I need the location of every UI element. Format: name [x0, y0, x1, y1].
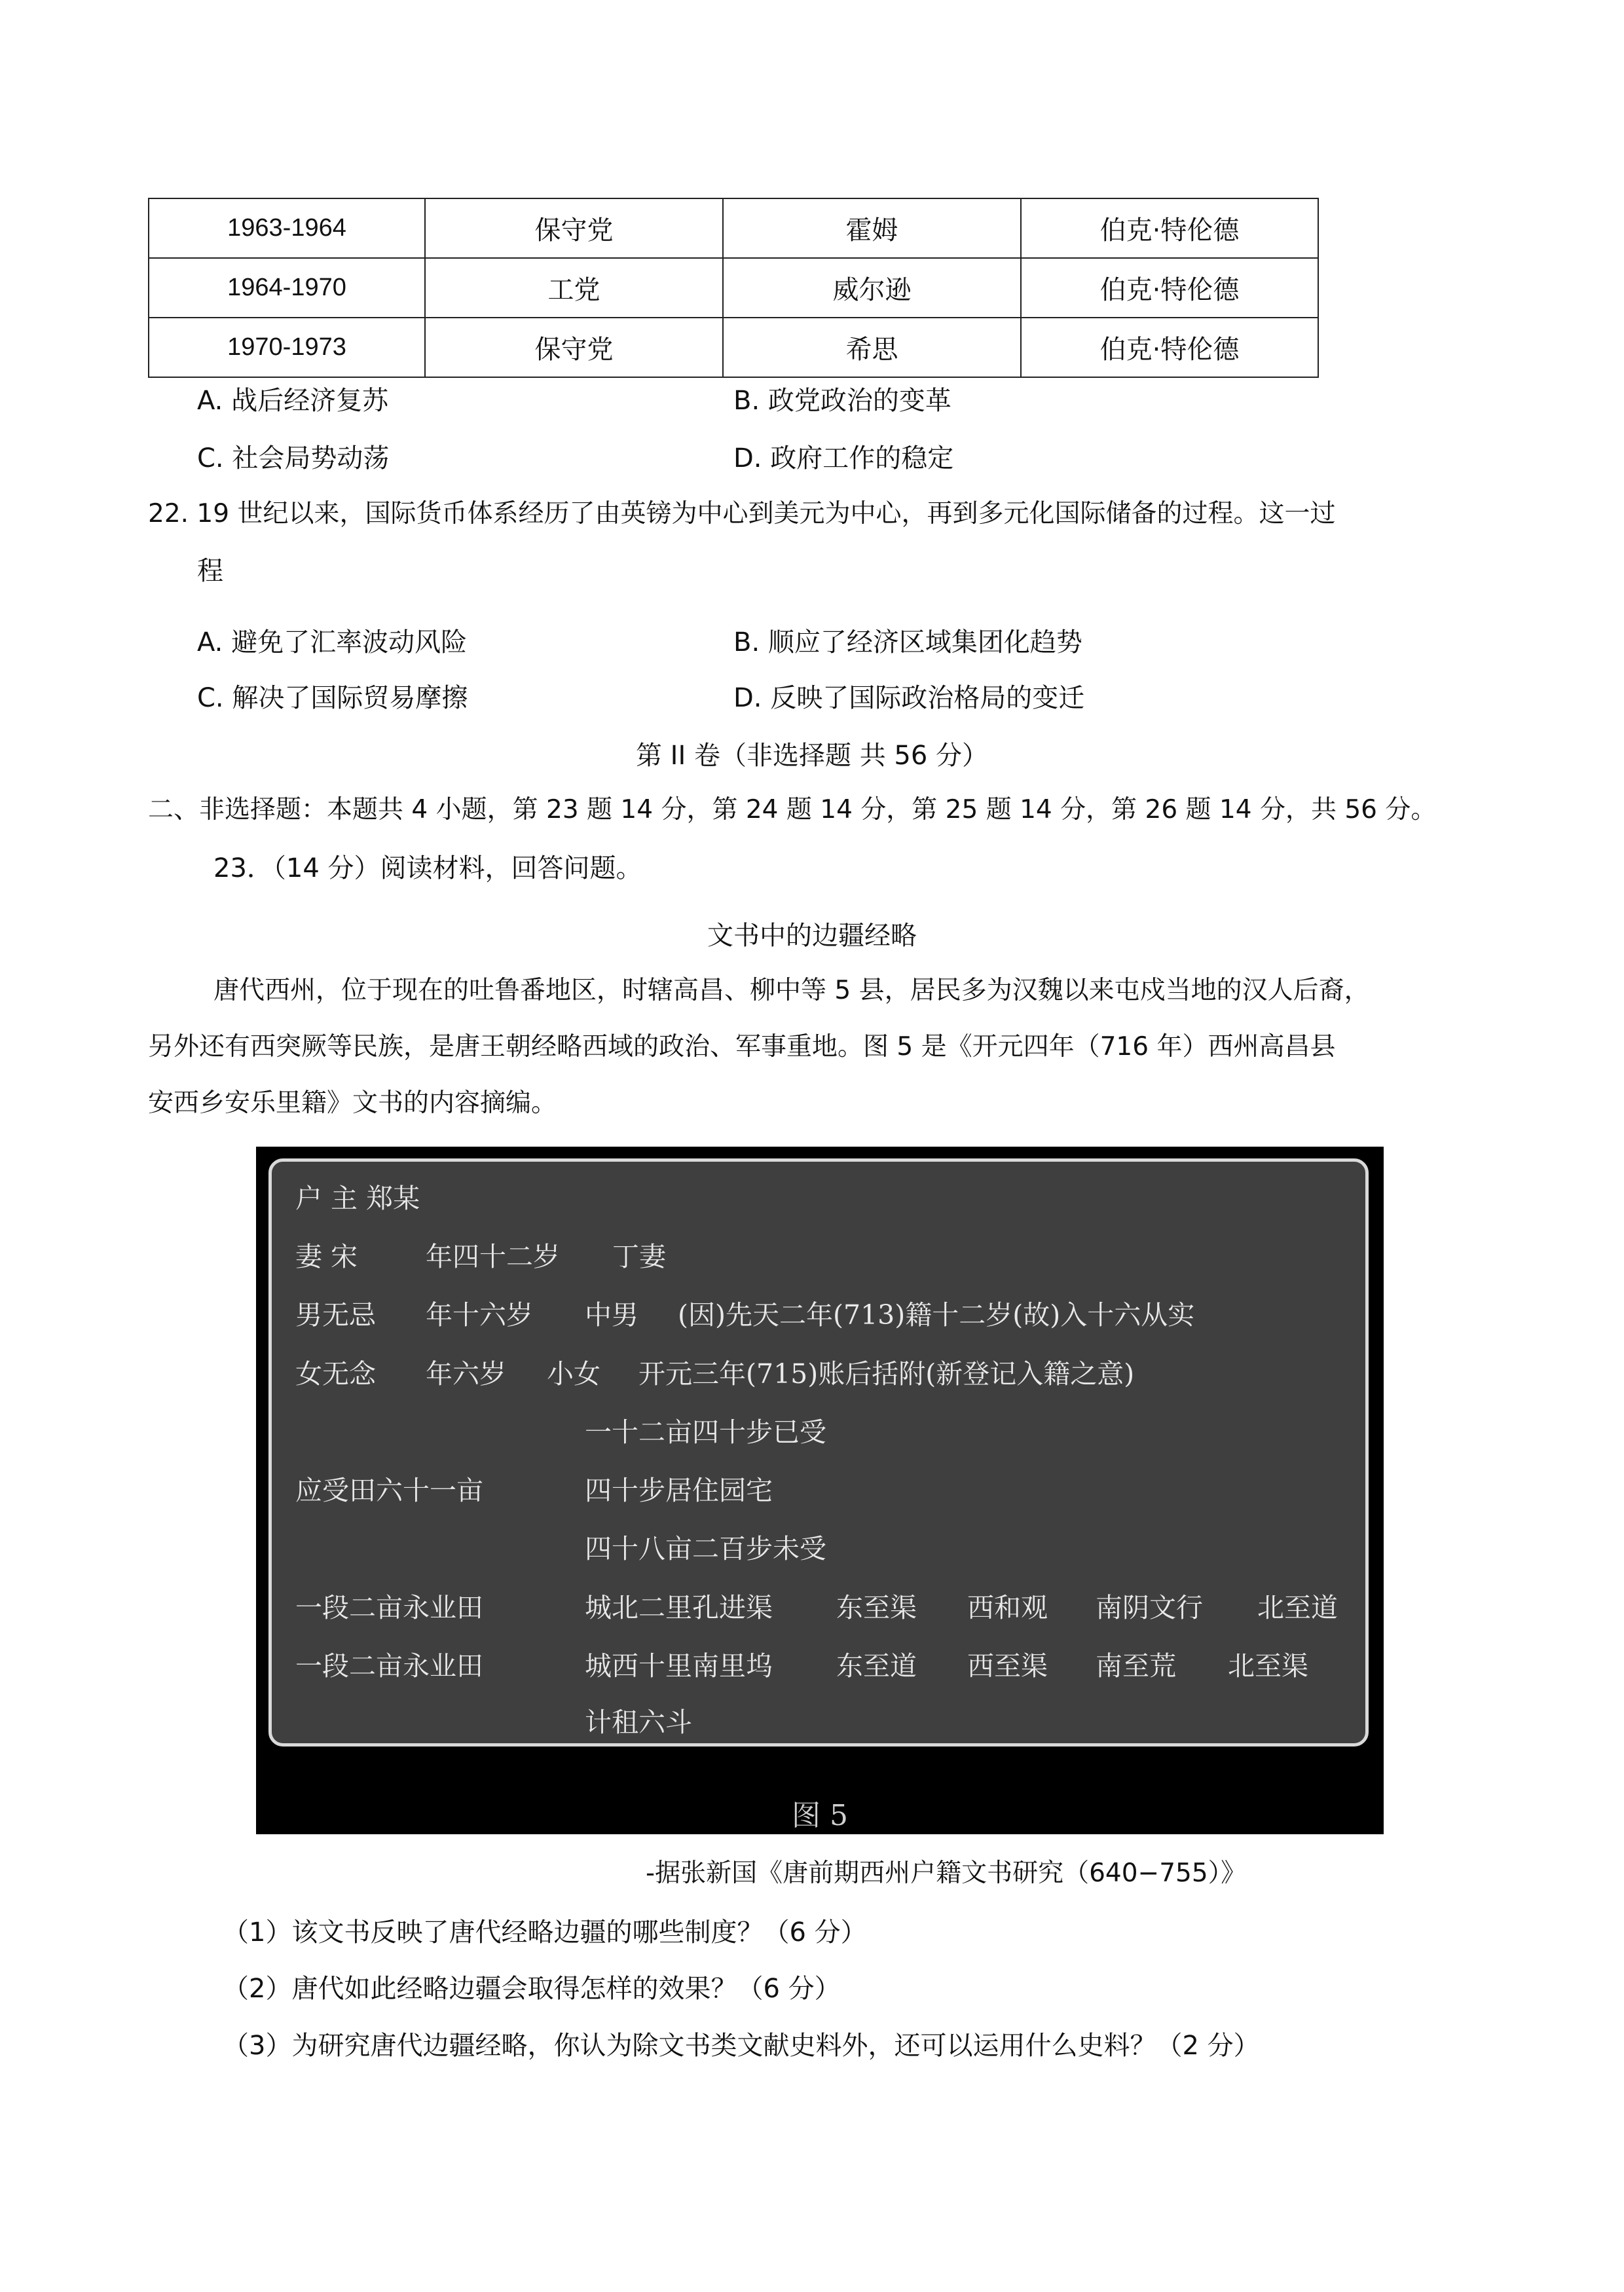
table-cell: 伯克·特伦德 — [1021, 198, 1318, 258]
q21-option-a: A. 战后经济复苏 — [197, 386, 389, 416]
figure-text: 应受田六十一亩 — [295, 1475, 483, 1506]
figure-text: 开元三年(715)账后括附(新登记入籍之意) — [638, 1358, 1135, 1390]
q22-option-a: A. 避免了汇率波动风险 — [197, 627, 468, 657]
table-cell: 希思 — [723, 318, 1021, 377]
figure-text: 南至荒 — [1096, 1650, 1176, 1682]
table-row — [149, 258, 1318, 318]
figure-text: 一十二亩四十步已受 — [585, 1416, 826, 1448]
part2-title: 第 II 卷（非选择题 共 56 分） — [635, 741, 989, 771]
figure-text: 东至道 — [836, 1650, 917, 1682]
figure-text: 小女 — [547, 1358, 600, 1390]
document-board — [268, 1158, 1369, 1747]
table-cell: 霍姆 — [723, 198, 1021, 258]
figure-text: 丁妻 — [612, 1241, 666, 1272]
material-paragraph-line: 安西乡安乐里籍》文书的内容摘编。 — [148, 1088, 557, 1118]
q22-option-b: B. 顺应了经济区域集团化趋势 — [733, 627, 1082, 657]
sub-question: （1）该文书反映了唐代经略边疆的哪些制度？（6 分） — [223, 1917, 867, 1948]
q21-option-d: D. 政府工作的稳定 — [733, 443, 954, 473]
sub-question: （3）为研究唐代边疆经略，你认为除文书类文献史料外，还可以运用什么史料？（2 分） — [223, 2031, 1260, 2061]
sub-question: （2）唐代如此经略边疆会取得怎样的效果？（6 分） — [223, 1974, 841, 2004]
figure-text: 妻 宋 — [295, 1241, 358, 1272]
figure-text: 计租六斗 — [585, 1707, 692, 1738]
figure-text: 年四十二岁 — [426, 1241, 560, 1272]
q23-header: 23．（14 分）阅读材料，回答问题。 — [213, 853, 642, 883]
figure-text: 年十六岁 — [426, 1299, 533, 1331]
government-table — [148, 198, 1319, 378]
table-cell: 工党 — [425, 258, 723, 318]
figure-text: 一段二亩永业田 — [295, 1592, 483, 1623]
figure-text: 南阴文行 — [1096, 1592, 1203, 1623]
q22-option-c: C. 解决了国际贸易摩擦 — [197, 683, 468, 713]
figure-text: 四十步居住园宅 — [585, 1475, 773, 1506]
table-row — [149, 198, 1318, 258]
figure-text: 城北二里孔进渠 — [585, 1592, 773, 1623]
figure-text: 男无忌 — [295, 1299, 376, 1331]
table-cell: 保守党 — [425, 198, 723, 258]
table-row — [149, 318, 1318, 377]
material-title: 文书中的边疆经略 — [707, 921, 917, 951]
figure-text: 北至道 — [1257, 1592, 1338, 1623]
figure-text: 西和观 — [967, 1592, 1048, 1623]
table-cell: 1963-1964 — [149, 198, 425, 258]
figure-text: 女无念 — [295, 1358, 376, 1390]
source-citation: -据张新国《唐前期西州户籍文书研究（640−755）》 — [646, 1858, 1247, 1888]
figure-caption: 图 5 — [792, 1799, 848, 1832]
figure-text: 户 主 郑某 — [295, 1183, 420, 1214]
figure-text: 年六岁 — [426, 1358, 506, 1390]
figure-text: 城西十里南里坞 — [585, 1650, 773, 1682]
table-cell: 1970-1973 — [149, 318, 425, 377]
table-cell: 威尔逊 — [723, 258, 1021, 318]
figure-text: 一段二亩永业田 — [295, 1650, 483, 1682]
table-cell: 伯克·特伦德 — [1021, 258, 1318, 318]
figure-text: 四十八亩二百步未受 — [585, 1533, 826, 1564]
material-paragraph-line: 唐代西州，位于现在的吐鲁番地区，时辖高昌、柳中等 5 县，居民多为汉魏以来屯戍当地的汉人后裔， — [213, 976, 1370, 1005]
material-paragraph-line: 另外还有西突厥等民族，是唐王朝经略西域的政治、军事重地。图 5 是《开元四年（716 年）西州高昌县 — [148, 1032, 1336, 1062]
figure-text: 中男 — [585, 1299, 638, 1331]
q22-stem-continued: 程 — [197, 556, 223, 586]
q21-option-c: C. 社会局势动荡 — [197, 443, 390, 473]
figure-text: 东至渠 — [836, 1592, 917, 1623]
q22-option-d: D. 反映了国际政治格局的变迁 — [733, 683, 1085, 713]
figure-text: 北至渠 — [1228, 1650, 1308, 1682]
q22-stem: 22. 19 世纪以来，国际货币体系经历了由英镑为中心到美元为中心，再到多元化国际储备的过程。这一过 — [148, 499, 1336, 528]
table-cell: 伯克·特伦德 — [1021, 318, 1318, 377]
figure-text: (因)先天二年(713)籍十二岁(故)入十六从实 — [678, 1299, 1195, 1331]
part2-instruction: 二、非选择题：本题共 4 小题，第 23 题 14 分，第 24 题 14 分，第 25 题 14 分，第 26 题 14 分，共 56 分。 — [148, 795, 1437, 824]
table-cell: 保守党 — [425, 318, 723, 377]
table-cell: 1964-1970 — [149, 258, 425, 318]
q21-option-b: B. 政党政治的变革 — [733, 386, 951, 416]
figure-5 — [256, 1147, 1384, 1834]
figure-text: 西至渠 — [967, 1650, 1048, 1682]
